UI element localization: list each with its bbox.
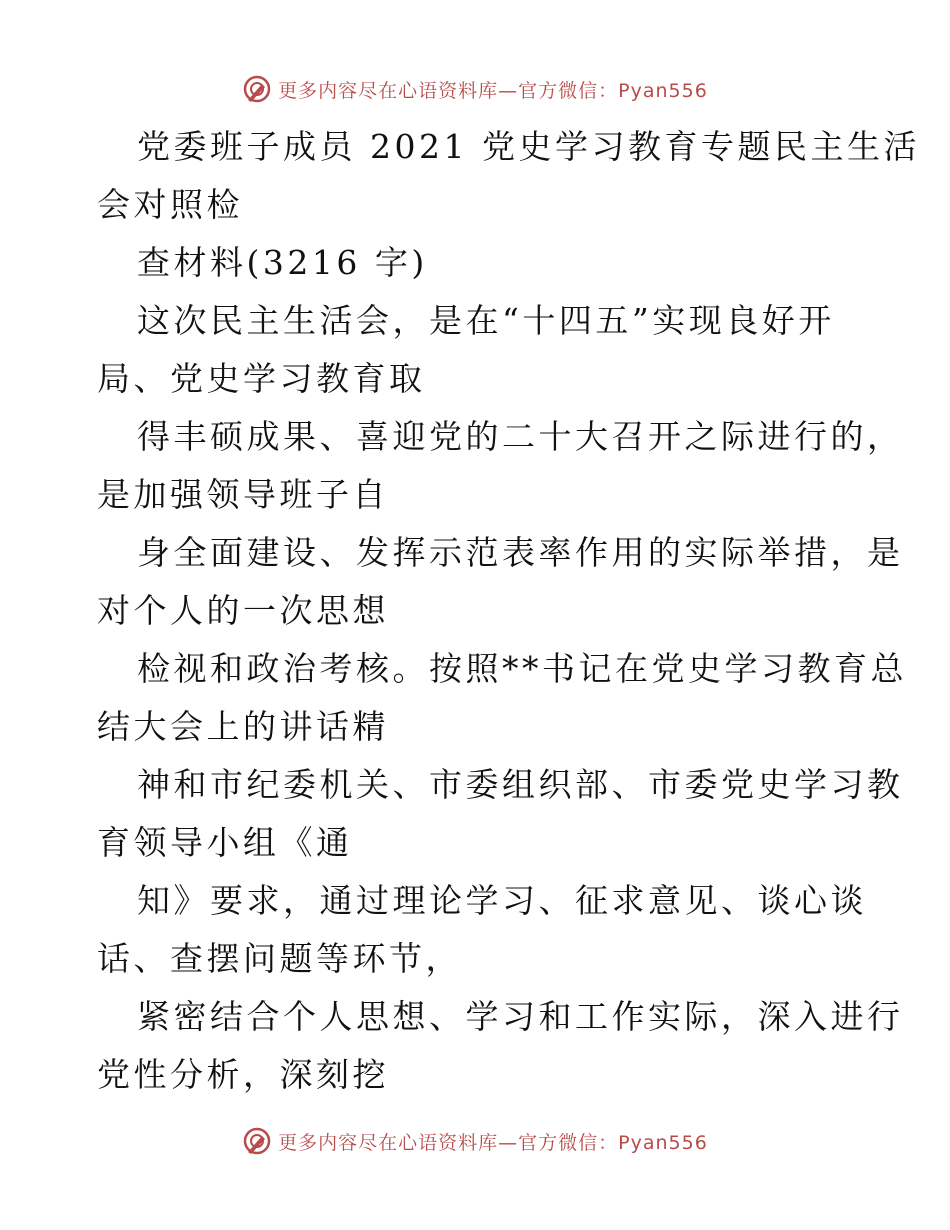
header-watermark — [0, 74, 950, 104]
watermark-text: 更多内容尽在心语资料库—官方微信：Pyan556 — [278, 79, 708, 102]
text-line: 知》要求，通过理论学习、征求意见、谈心谈 — [137, 881, 867, 920]
text-line: 会对照检 — [97, 185, 243, 224]
pen-logo-icon — [242, 1126, 272, 1156]
text-line: 这次民主生活会，是在“十四五”实现良好开 — [137, 301, 835, 340]
text-line: 党委班子成员 2021 党史学习教育专题民主生活 — [137, 127, 920, 166]
footer-watermark — [0, 1126, 950, 1156]
document-body — [97, 118, 920, 1104]
pen-logo-icon — [242, 74, 272, 104]
text-line: 神和市纪委机关、市委组织部、市委党史学习教 — [137, 765, 904, 804]
watermark-text: 更多内容尽在心语资料库—官方微信：Pyan556 — [278, 1131, 708, 1154]
text-line: 对个人的一次思想 — [97, 591, 389, 630]
text-line: 局、党史学习教育取 — [97, 359, 426, 398]
text-line: 育领导小组《通 — [97, 823, 353, 862]
text-line: 是加强领导班子自 — [97, 475, 389, 514]
text-line: 身全面建设、发挥示范表率作用的实际举措，是 — [137, 533, 904, 572]
text-line: 紧密结合个人思想、学习和工作实际，深入进行 — [137, 997, 904, 1036]
text-line: 检视和政治考核。按照**书记在党史学习教育总 — [137, 649, 907, 688]
text-line: 话、查摆问题等环节， — [97, 939, 462, 978]
text-line: 查材料(3216 字) — [137, 243, 428, 282]
text-line: 结大会上的讲话精 — [97, 707, 389, 746]
text-line: 得丰硕成果、喜迎党的二十大召开之际进行的， — [137, 417, 904, 456]
text-line: 党性分析，深刻挖 — [97, 1055, 389, 1094]
